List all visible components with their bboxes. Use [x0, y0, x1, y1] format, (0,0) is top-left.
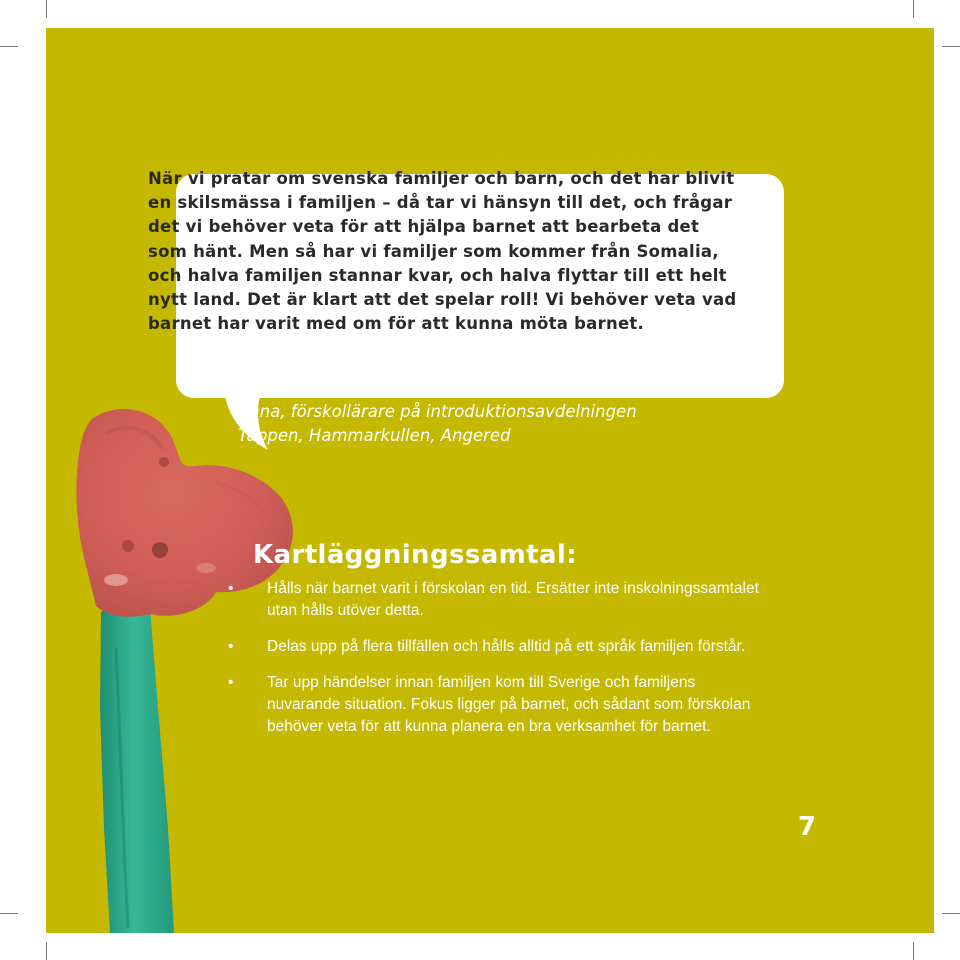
crop-mark [913, 942, 914, 960]
list-item [224, 578, 764, 622]
bullet-icon: • [228, 674, 234, 691]
list-item-text: Hålls när barnet varit i förskolan en tid. Ersätter inte inskolningssamtalet utan hålls utöver detta. [267, 580, 759, 619]
bullet-icon: • [228, 638, 234, 655]
crop-mark [913, 0, 914, 18]
speech-bubble-tail [46, 28, 934, 933]
crop-mark [46, 942, 47, 960]
crop-mark [0, 46, 18, 47]
bullet-list [224, 578, 764, 752]
list-item-text: Delas upp på flera tillfällen och hålls alltid på ett språk familjen förstår. [267, 638, 746, 655]
attribution-line: Tuppen, Hammarkullen, Angered [238, 426, 511, 445]
page [46, 28, 934, 933]
list-item [224, 672, 764, 738]
crop-mark [46, 0, 47, 18]
section-heading: Kartläggningssamtal: [253, 540, 578, 570]
crop-mark [942, 46, 960, 47]
list-item [224, 636, 764, 658]
bullet-icon: • [228, 580, 234, 597]
page-number: 7 [798, 812, 817, 842]
attribution [238, 400, 798, 448]
quote-text: När vi pratar om svenska familjer och barn, och det har blivit en skilsmässa i familjen – då tar vi hänsyn till det, och frågar det vi behöver veta för att hjälpa barnet att bearbeta det som hänt. Men så har vi familjer som kommer från Somalia, och halva familjen stannar kvar, och halva flyttar till ett helt nytt land. Det är klart att det spelar roll! Vi behöver veta vad barnet har varit med om för att kunna möta barnet. [148, 169, 737, 334]
list-item-text: Tar upp händelser innan familjen kom till Sverige och familjens nuvarande situation. Fokus ligger på barnet, och sådant som förskolan behöver veta för att kunna planera en bra verksamhet för barnet. [267, 674, 751, 735]
crop-mark [942, 913, 960, 914]
attribution-line: Anna, förskollärare på introduktionsavdelningen [238, 402, 637, 421]
crop-mark [0, 913, 18, 914]
